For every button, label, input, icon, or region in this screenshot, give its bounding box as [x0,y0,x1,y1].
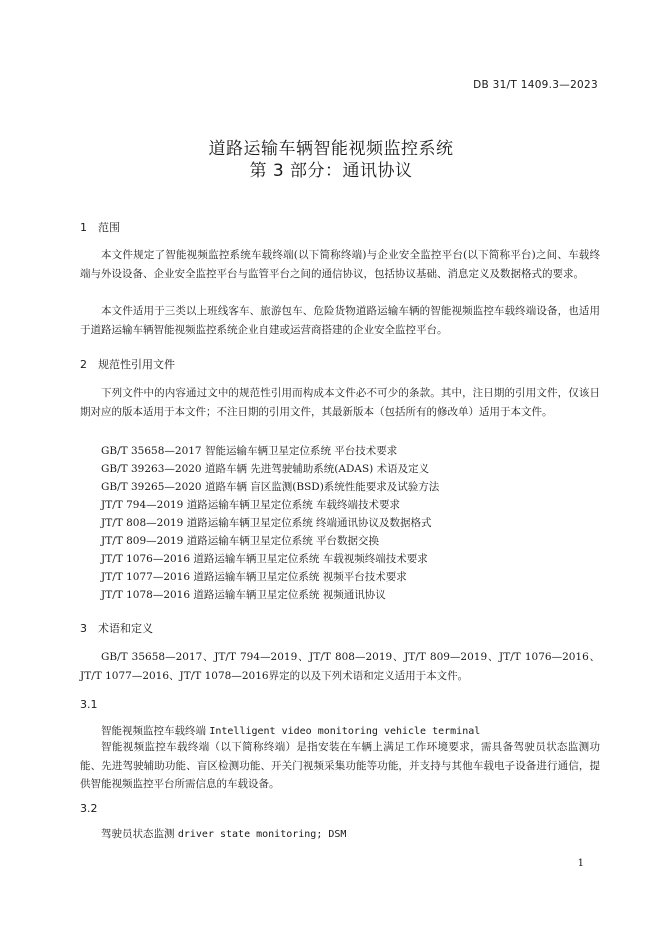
reference-item: GB/T 35658—2017 智能运输车辆卫星定位系统 平台技术要求 [101,445,398,457]
section-number: 1 [80,221,87,234]
reference-item: JT/T 809—2019 道路运输车辆卫星定位系统 平台数据交换 [101,535,380,547]
document-title: 道路运输车辆智能视频监控系统 [208,139,454,159]
section-title: 范围 [98,221,120,234]
reference-item: JT/T 808—2019 道路运输车辆卫星定位系统 终端通讯协议及数据格式 [101,517,432,529]
section-number: 2 [80,358,87,371]
section-1-paragraph-1: 本文件规定了智能视频监控系统车载终端(以下简称终端)与企业安全监控平台(以下简称平台)之间、车载终端与外设设备、企业安全监控平台与监管平台之间的通信协议，包括协议基础、消息定义及数据格式的要求。 [80,249,600,280]
term-english: Intelligent video monitoring vehicle terminal [209,726,481,737]
section-1-paragraph-2: 本文件适用于三类以上班线客车、旅游包车、危险货物道路运输车辆的智能视频监控车载终端设备，也适用于道路运输车辆智能视频监控系统企业自建或运营商搭建的企业安全监控平台。 [80,305,600,336]
section-number: 3 [80,622,87,635]
section-3-paragraph-1: GB/T 35658—2017、JT/T 794—2019、JT/T 808—2019、JT/T 809—2019、JT/T 1076—2016、JT/T 1077—2016、JT/T 1078—2016界定的以及下列术语和定义适用于本文件。 [80,651,600,682]
section-title: 术语和定义 [98,622,153,635]
reference-item: JT/T 1076—2016 道路运输车辆卫星定位系统 车载视频终端技术要求 [101,553,428,565]
section-title: 规范性引用文件 [98,358,175,371]
term-3-2 [101,826,346,843]
reference-item: JT/T 794—2019 道路运输车辆卫星定位系统 车载终端技术要求 [101,499,401,511]
subsection-3-2-number: 3.2 [80,802,98,815]
term-3-1-definition: 智能视频监控车载终端（以下简称终端）是指安装在车辆上满足工作环境要求，需具备驾驶员状态监测功能、先进驾驶辅助功能、盲区检测功能、开关门视频采集功能等功能，并支持与其他车载电子设备进行通信，提供智能视频监控平台所需信息的车载设备。 [80,741,600,790]
reference-item: JT/T 1077—2016 道路运输车辆卫星定位系统 视频平台技术要求 [101,571,407,583]
section-2-paragraph-1: 下列文件中的内容通过文中的规范性引用而构成本文件必不可少的条款。其中，注日期的引用文件，仅该日期对应的版本适用于本文件；不注日期的引用文件，其最新版本（包括所有的修改单）适用于本文件。 [80,387,600,418]
page-number: 1 [577,858,584,869]
term-english: driver state monitoring; DSM [177,829,347,840]
reference-item: GB/T 39263—2020 道路车辆 先进驾驶辅助系统(ADAS) 术语及定义 [101,463,430,475]
section-2-heading [80,357,175,373]
standard-code: DB 31/T 1409.3—2023 [473,79,598,91]
section-3-heading [80,621,153,637]
subsection-3-1-number: 3.1 [80,698,98,711]
section-1-heading [80,220,120,236]
term-chinese: 驾驶员状态监测 [101,828,175,840]
reference-item: JT/T 1078—2016 道路运输车辆卫星定位系统 视频通讯协议 [101,589,386,601]
reference-item: GB/T 39265—2020 道路车辆 盲区监测(BSD)系统性能要求及试验方法 [101,481,440,493]
term-chinese: 智能视频监控车载终端 [101,725,206,737]
document-subtitle: 第 3 部分：通讯协议 [249,161,413,181]
